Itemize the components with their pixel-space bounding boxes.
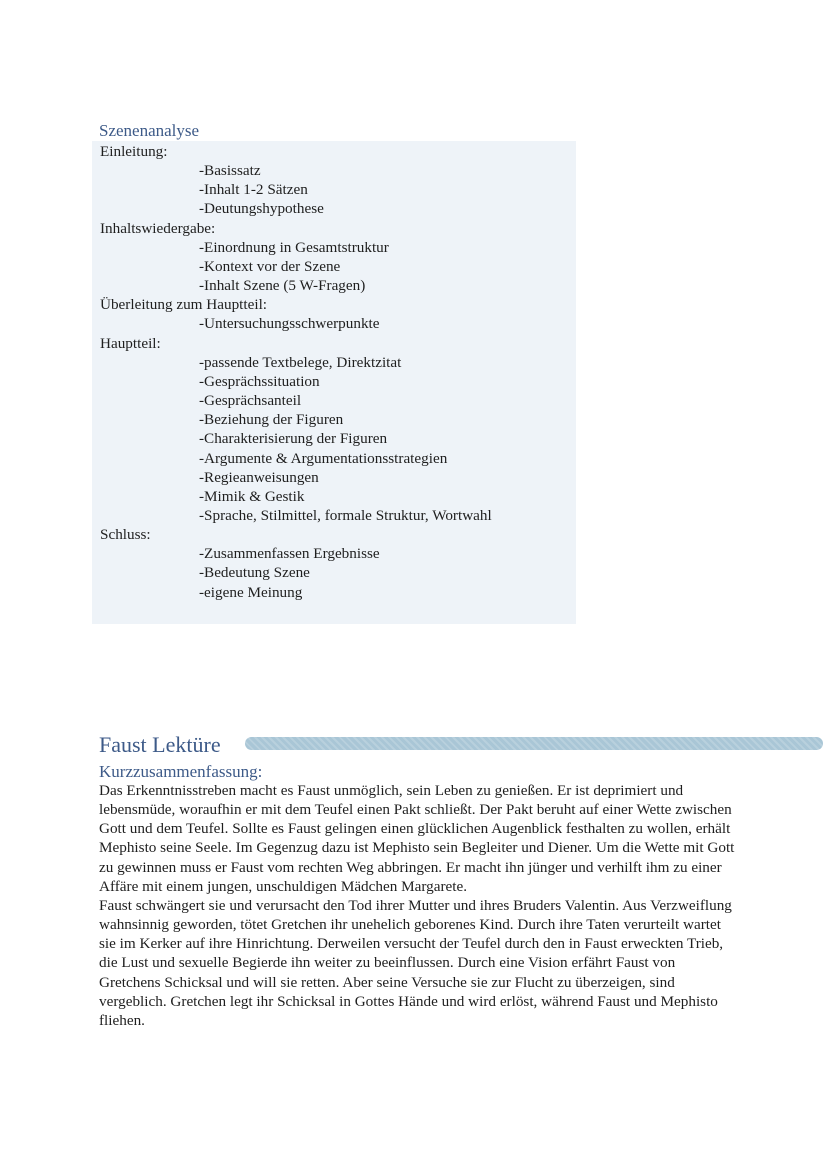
section-ueberleitung xyxy=(100,295,570,333)
summary-paragraph: Das Erkenntnisstreben macht es Faust unmöglich, sein Leben zu genießen. Er ist deprimiert und lebensmüde, woraufhin er mit dem Teufel einen Pakt schließt. Der Pakt beruht auf einer Wette zwischen Gott und dem Teufel. Sollte es Faust gelingen einen glücklichen Augenblick festhalten zu wollen, erhält Mephisto seine Seele. Im Gegenzug dazu ist Mephisto sein Begleiter und Diener. Um die Wette mit Gott zu gewinnen muss er Faust vom rechten Weg abbringen. Er macht ihn jünger und verhilft ihm zu einer Affäre mit einem jungen, unschuldigen Mädchen Margarete. xyxy=(99,782,735,895)
list-item: -Untersuchungsschwerpunkte xyxy=(199,315,380,333)
section-inhaltswiedergabe xyxy=(100,219,570,296)
section-heading: Inhaltswiedergabe: xyxy=(100,219,216,237)
section-heading: Schluss: xyxy=(100,526,151,544)
title-divider xyxy=(245,737,823,750)
list-item: -Zusammenfassen Ergebnisse xyxy=(199,545,380,563)
summary-paragraph: Faust schwängert sie und verursacht den Tod ihrer Mutter und ihres Bruders Valentin. Aus Verzweiflung wahnsinnig geworden, tötet Gretchen ihr unehelich geborenes Kind. Durch ihre Taten verurteilt wartet sie im Kerker auf ihre Hinrichtung. Derweilen versucht der Teufel durch den in Faust erweckten Trieb, die Lust und sexuelle Begierde ihn weiter zu beeinflussen. Durch eine Vision erfährt Faust von Gretchens Schicksal und will sie retten. Aber seine Versuche sie zur Flucht zu überzeigen, sind vergeblich. Gretchen legt ihr Schicksal in Gottes Hände und wird erlöst, während Faust und Mephisto fliehen. xyxy=(99,896,732,1029)
analysis-list xyxy=(100,142,570,602)
list-item: -Regieanweisungen xyxy=(199,468,319,486)
list-item: -Bedeutung Szene xyxy=(199,564,310,582)
list-item: -eigene Meinung xyxy=(199,583,303,601)
summary-body xyxy=(99,781,739,1030)
section-einleitung xyxy=(100,142,570,219)
list-item: -Gesprächssituation xyxy=(199,372,320,390)
list-item: -Gesprächsanteil xyxy=(199,392,302,410)
section-schluss xyxy=(100,525,570,602)
section-heading: Hauptteil: xyxy=(100,334,161,352)
list-item: -Einordnung in Gesamtstruktur xyxy=(199,238,389,256)
list-item: -Kontext vor der Szene xyxy=(199,257,341,275)
list-item: -Basissatz xyxy=(199,162,261,180)
list-item: -Inhalt Szene (5 W-Fragen) xyxy=(199,277,366,295)
list-item: -Sprache, Stilmittel, formale Struktur, Wortwahl xyxy=(199,506,492,524)
section-hauptteil xyxy=(100,334,570,526)
analysis-title: Szenenanalyse xyxy=(99,121,200,140)
faust-title: Faust Lektüre xyxy=(99,732,221,757)
list-item: -Charakterisierung der Figuren xyxy=(199,430,388,448)
list-item: -passende Textbelege, Direktzitat xyxy=(199,353,402,371)
list-item: -Mimik & Gestik xyxy=(199,487,305,505)
list-item: -Beziehung der Figuren xyxy=(199,411,344,429)
summary-heading: Kurzzusammenfassung: xyxy=(99,762,263,781)
section-heading: Überleitung zum Hauptteil: xyxy=(100,296,268,314)
list-item: -Inhalt 1-2 Sätzen xyxy=(199,181,308,199)
list-item: -Deutungshypothese xyxy=(199,200,324,218)
section-heading: Einleitung: xyxy=(100,143,168,160)
list-item: -Argumente & Argumentationsstrategien xyxy=(199,449,448,467)
